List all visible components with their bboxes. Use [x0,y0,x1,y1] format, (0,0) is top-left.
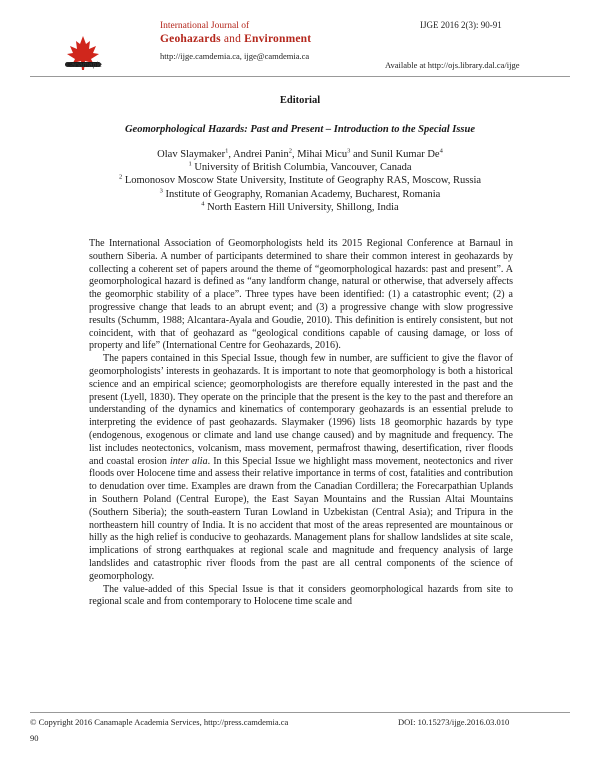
section-label: Editorial [279,95,321,106]
journal-contact: http://ijge.camdemia.ca, ijge@camdemia.ca [160,51,310,61]
affiliation-line [0,188,600,201]
author-aff: 4 [439,147,443,155]
doi-link[interactable]: DOI: 10.15273/ijge.2016.03.010 [398,717,510,727]
journal-name [160,32,360,47]
journal-name-part2: Environment [244,33,312,45]
page-number: 90 [30,733,39,743]
article-title: Geomorphological Hazards: Past and Present – Introduction to the Special Issue [124,124,476,135]
affiliation-text: Lomonosov Moscow State University, Institute of Geography RAS, Moscow, Russia [124,175,482,187]
header-rule [30,76,570,77]
journal-citation: IJGE 2016 2(3): 90-91 [420,20,502,30]
affiliation-line [0,174,600,187]
author-name: Sunil Kumar De [370,149,440,160]
availability-link[interactable]: Available at http://ojs.library.dal.ca/ijge [385,60,520,70]
paragraph-text: The papers contained in this Special Issue, though few in number, are sufficient to give the flavor of geomorphologists’ interests in geohazards. It is important to note that geomorphology is both a historical science and an empirical science; geomorphologists are therefore equally interested in the past and the present (Lyell, 1830). They operate on the principle that the present is the key to the past and therefore an understanding of the dynamics and kinematics of contemporary geohazards is an essential prelude to interpreting the evidence of past geohazards. Slaymaker (1996) lists 18 geomorphic hazards by type (endogenous, exogenous or climate and land use change caused) and by magnitude and frequency. The list includes neotectonics, volcanism, mass movement, permafrost thawing, desertification, river floods and coastal erosion [89,353,513,467]
paragraph [89,353,513,583]
affiliation-line [0,161,600,174]
author-aff: 2 [288,147,292,155]
affiliation-num: 1 [188,160,192,168]
affiliation-num: 2 [118,173,123,181]
affiliation-text: Institute of Geography, Romanian Academy, Bucharest, Romania [165,188,441,200]
journal-block [160,20,360,62]
affiliation-text: North Eastern Hill University, Shillong, India [207,201,399,213]
affiliation-num: 4 [201,200,205,208]
italic-term: inter alia [170,455,208,467]
journal-name-part1: Geohazards [160,33,221,45]
author-block [0,148,600,214]
article-body [89,238,513,609]
footer-rule [30,712,570,713]
author-name: Mihai Micu [297,149,348,160]
author-name: Olav Slaymaker [157,149,226,160]
logo-label: Canamaple [66,62,102,69]
affiliation-num: 3 [159,187,163,195]
author-aff: 1 [225,147,229,155]
journal-name-and: and [220,33,245,45]
paragraph-text: . In this Special Issue we highlight mass movement, neotectonics and river floods over Holocene time and assess their relative importance in terms of cost, fatalities and contribution to denudation over time. Examples are drawn from the Canadian Cordillera; the Forecarpathian Uplands in Southern Poland (Central Europe), the East Sayan Mountains and the Russian Altai Mountains (Southern Siberia); the south-eastern Turan Lowland in Uzbekistan (Central Asia); and Tripura in the northeastern hill country of India. It is no accident that most of the areas represented are mountainous or hilly as the high relief is conducive to geohazards. Management plans for shallow landslides at site scale, implications of strong earthquakes at regional scale and magnitude and frequency analysis of large landslides and catastrophic river floods from the past are all central components of the science of geomorphology. [89,455,514,582]
affiliation-text: University of British Columbia, Vancouver, Canada [194,162,412,174]
author-aff: 3 [347,147,351,155]
author-name: Andrei Panin [233,149,289,160]
author-list: Olav Slaymaker$^1$, Andrei Panin$^2$, Mihai Micu$^3$ and Sunil Kumar De$^4$ [157,147,443,160]
paragraph: The value-added of this Special Issue is that it considers geomorphological hazards from site to regional scale and from contemporary to Holocene time scale and [89,583,513,608]
copyright-notice: © Copyright 2016 Canamaple Academia Services, http://press.camdemia.ca [30,717,289,727]
paragraph: The International Association of Geomorphologists held its 2015 Regional Conference at Barnaul in southern Siberia. A number of participants determined to share their common interest in geohazards by collecting a coherent set of papers around the theme of “geomorphological hazards: past and present”. A geomorphological hazard is defined as “any landform change, natural or otherwise, that adversely affects the geomorphic stability of a place”. Three types have been identified: (1) a catastrophic event; (2) a progressive change that leads to an abrupt event; and (3) a progressive change with slow progressive results (Schumm, 1988; Alcantara-Ayala and Goudie, 2010). This definition is entirely consistent, but not coincident, with that of geohazard as “geological conditions capable of causing damage, or loss of property and life” (International Centre for Geohazards, 2016). [89,238,513,352]
journal-line1: International Journal of [160,21,250,31]
affiliation-line [0,201,600,214]
